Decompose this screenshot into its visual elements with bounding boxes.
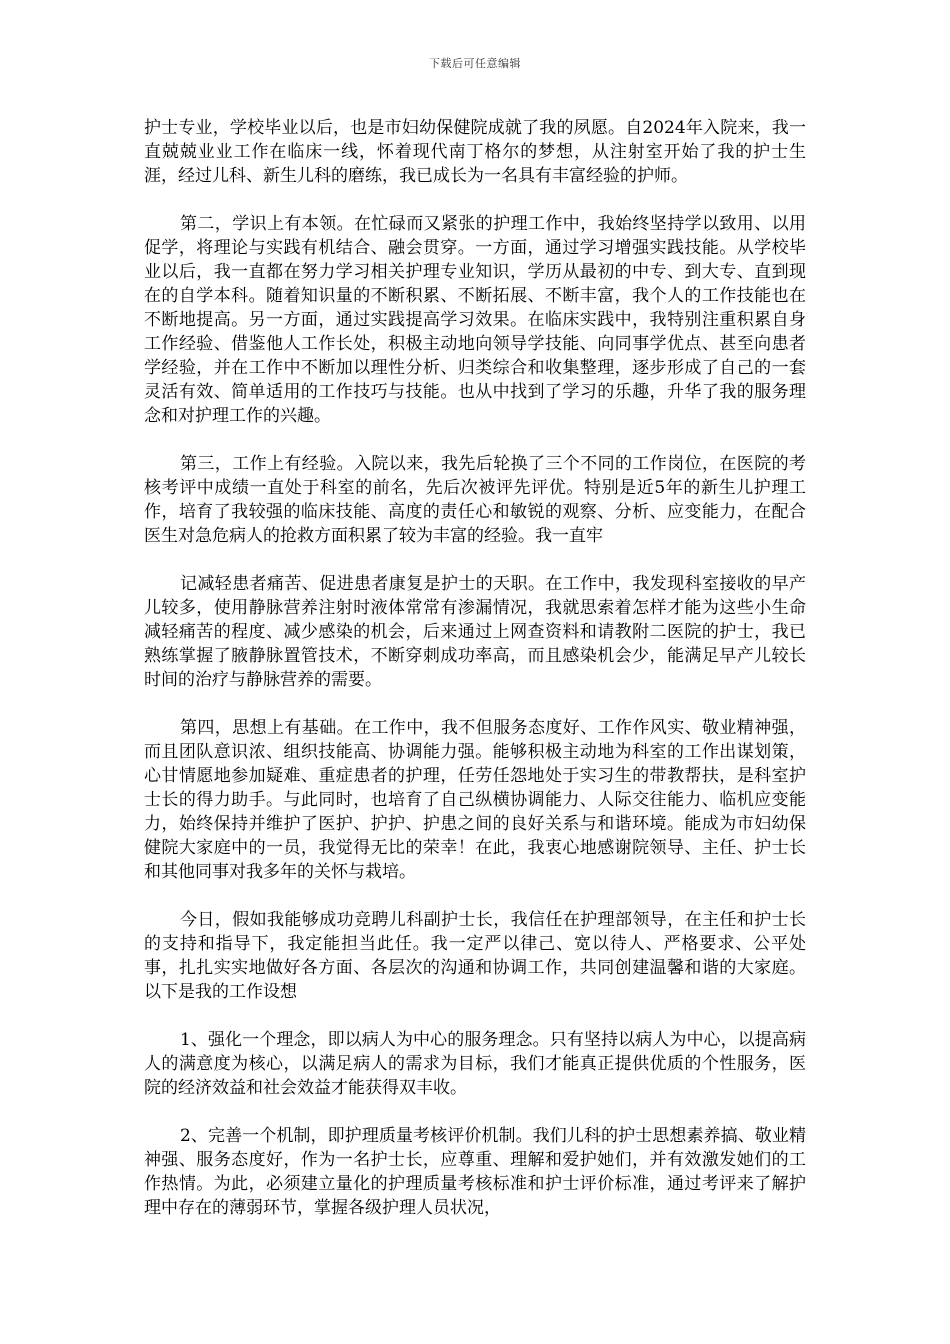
- paragraph-item-one: 1、强化一个理念，即以病人为中心的服务理念。只有坚持以病人为中心，以提高病人的满意度为核心，以满足病人的需求为目标，我们才能真正提供优质的个性服务，医院的经济效益和社会效益才能获得双丰收。: [144, 1030, 806, 1098]
- paragraph-third-experience: 第三，工作上有经验。入院以来，我先后轮换了三个不同的工作岗位，在医院的考核考评中成绩一直处于科室的前名，先后次被评先评优。特别是近5年的新生儿护理工作，培育了我较强的临床技能、高度的责任心和敏锐的观察、分析、应变能力，在配合医生对急危病人的抢救方面积累了较为丰富的经验。我一直牢: [144, 454, 806, 546]
- paragraph-today-plan: 今日，假如我能够成功竞聘儿科副护士长，我信任在护理部领导，在主任和护士长的支持和指导下，我定能担当此任。我一定严以律己、宽以待人、严格要求、公平处事，扎扎实实地做好各方面、各层次的沟通和协调工作，共同创建温馨和谐的大家庭。以下是我的工作设想: [144, 910, 806, 1002]
- document-body: [144, 116, 806, 1244]
- paragraph-item-two: 2、完善一个机制，即护理质量考核评价机制。我们儿科的护士思想素养搞、敬业精神强、服务态度好，作为一名护士长，应尊重、理解和爱护她们，并有效激发她们的工作热情。为此，必须建立量化的护理质量考核标准和护士评价标准，通过考评来了解护理中存在的薄弱环节，掌握各级护理人员状况，: [144, 1126, 806, 1218]
- paragraph-second-knowledge: 第二，学识上有本领。在忙碌而又紧张的护理工作中，我始终坚持学以致用、以用促学，将理论与实践有机结合、融会贯穿。一方面，通过学习增强实践技能。从学校毕业以后，我一直都在努力学习相关护理专业知识，学历从最初的中专、到大专、直到现在的自学本科。随着知识量的不断积累、不断拓展、不断丰富，我个人的工作技能也在不断地提高。另一方面，通过实践提高学习效果。在临床实践中，我特别注重积累自身工作经验、借鉴他人工作长处，积极主动地向领导学技能、向同事学优点、甚至向患者学经验，并在工作中不断加以理性分析、归类综合和收集整理，逐步形成了自己的一套灵活有效、简单适用的工作技巧与技能。也从中找到了学习的乐趣，升华了我的服务理念和对护理工作的兴趣。: [144, 214, 806, 426]
- page-header: 下载后可任意编辑: [429, 57, 521, 70]
- paragraph-fourth-thinking: 第四，思想上有基础。在工作中，我不但服务态度好、工作作风实、敬业精神强，而且团队意识浓、组织技能高、协调能力强。能够积极主动地为科室的工作出谋划策，心甘情愿地参加疑难、重症患者的护理，任劳任怨地处于实习生的带教帮扶，是科室护士长的得力助手。与此同时，也培育了自己纵横协调能力、人际交往能力、临机应变能力，始终保持并维护了医护、护护、护患之间的良好关系与和谐环境。能成为市妇幼保健院大家庭中的一员，我觉得无比的荣幸！在此，我衷心地感谢院领导、主任、护士长和其他同事对我多年的关怀与栽培。: [144, 718, 806, 882]
- paragraph-intro: 护士专业，学校毕业以后，也是市妇幼保健院成就了我的夙愿。自2024年入院来，我一直兢兢业业工作在临床一线，怀着现代南丁格尔的梦想，从注射室开始了我的护士生涯，经过儿科、新生儿科的磨练，我已成长为一名具有丰富经验的护师。: [144, 118, 806, 186]
- paragraph-patient-care: 记减轻患者痛苦、促进患者康复是护士的天职。在工作中，我发现科室接收的早产儿较多，使用静脉营养注射时液体常常有渗漏情况，我就思索着怎样才能为这些小生命减轻痛苦的程度、减少感染的机会，后来通过上网查资料和请教附二医院的护士，我已熟练掌握了腋静脉置管技术，不断穿刺成功率高，而且感染机会少，能满足早产儿较长时间的治疗与静脉营养的需要。: [144, 574, 806, 690]
